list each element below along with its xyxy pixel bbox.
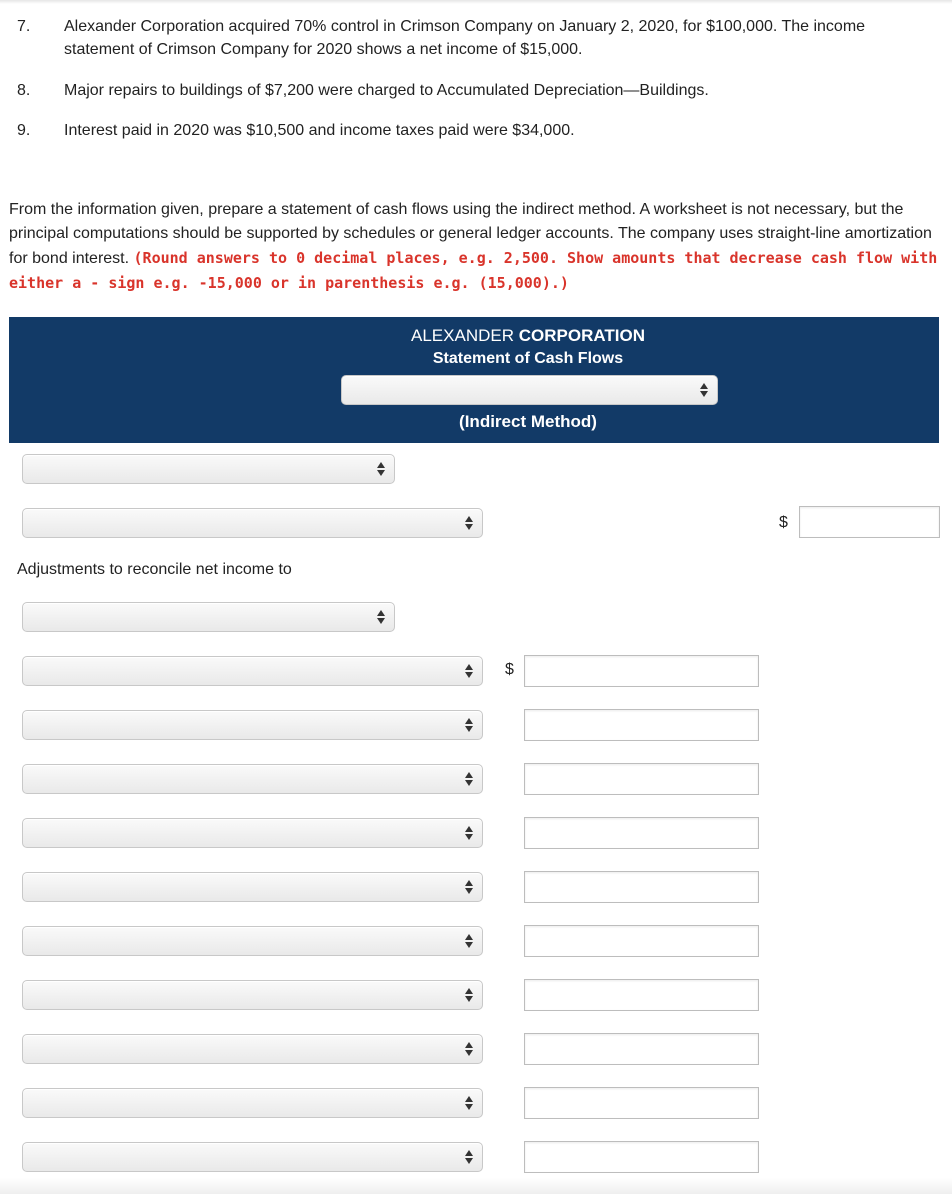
currency-symbol: $ bbox=[505, 661, 514, 678]
select-arrows-icon bbox=[464, 825, 474, 841]
currency-symbol: $ bbox=[779, 514, 788, 531]
adjustment-item-select[interactable] bbox=[22, 980, 483, 1010]
adjustment-item-select[interactable] bbox=[22, 872, 483, 902]
adjustments-select[interactable] bbox=[22, 602, 395, 632]
adjustment-amount-input[interactable] bbox=[524, 871, 759, 903]
company-name: ALEXANDER CORPORATION bbox=[411, 326, 645, 345]
item-text: Major repairs to buildings of $7,200 were charged to Accumulated Depreciation—Buildings. bbox=[64, 82, 709, 99]
adjustment-amount-input[interactable] bbox=[524, 817, 759, 849]
method-label: (Indirect Method) bbox=[459, 412, 597, 431]
item-text: Alexander Corporation acquired 70% control in Crimson Company on January 2, 2020, for $100,000. The income statement of Crimson Company for 2020 shows a net income of $15,000. bbox=[64, 18, 866, 58]
select-arrows-icon bbox=[464, 717, 474, 733]
select-arrows-icon bbox=[464, 1149, 474, 1165]
select-arrows-icon bbox=[464, 933, 474, 949]
adjustment-amount-input[interactable] bbox=[524, 925, 759, 957]
instructions bbox=[9, 198, 944, 296]
select-arrows-icon bbox=[464, 663, 474, 679]
select-arrows-icon bbox=[376, 609, 386, 625]
adjustment-item-select[interactable] bbox=[22, 1034, 483, 1064]
bottom-fade bbox=[0, 1178, 952, 1194]
select-arrows-icon bbox=[464, 879, 474, 895]
adjustment-item-select[interactable] bbox=[22, 1142, 483, 1172]
adjustment-amount-input[interactable] bbox=[524, 655, 759, 687]
select-arrows-icon bbox=[376, 461, 386, 477]
adjustments-label: Adjustments to reconcile net income to bbox=[17, 561, 292, 578]
adjustment-item-select[interactable] bbox=[22, 710, 483, 740]
adjustment-item-select[interactable] bbox=[22, 764, 483, 794]
adjustment-item-select[interactable] bbox=[22, 1088, 483, 1118]
adjustment-amount-input[interactable] bbox=[524, 709, 759, 741]
instructions-text: From the information given, prepare a statement of cash flows using the indirect method. A worksheet is not necessary, but the principal computations should be supported by schedules or general ledger accounts. The company uses straight-line amortization for bond interest. bbox=[9, 201, 932, 267]
select-arrows-icon bbox=[464, 1095, 474, 1111]
adjustment-amount-input[interactable] bbox=[524, 1087, 759, 1119]
top-divider bbox=[0, 0, 952, 4]
item-text: Interest paid in 2020 was $10,500 and income taxes paid were $34,000. bbox=[64, 122, 575, 139]
item-number: 9. bbox=[17, 122, 31, 139]
statement-title: Statement of Cash Flows bbox=[432, 350, 624, 367]
select-arrows-icon bbox=[464, 771, 474, 787]
adjustment-item-select[interactable] bbox=[22, 818, 483, 848]
period-select[interactable] bbox=[341, 375, 718, 405]
select-arrows-icon bbox=[464, 515, 474, 531]
adjustment-item-select[interactable] bbox=[22, 926, 483, 956]
adjustment-item-select[interactable] bbox=[22, 656, 483, 686]
adjustment-amount-input[interactable] bbox=[524, 1033, 759, 1065]
select-arrows-icon bbox=[699, 382, 709, 398]
net-income-input[interactable] bbox=[799, 506, 940, 538]
statement-header bbox=[9, 317, 939, 443]
adjustment-amount-input[interactable] bbox=[524, 1141, 759, 1173]
net-income-select[interactable] bbox=[22, 508, 483, 538]
section-select[interactable] bbox=[22, 454, 395, 484]
select-arrows-icon bbox=[464, 987, 474, 1003]
select-arrows-icon bbox=[464, 1041, 474, 1057]
item-number: 7. bbox=[17, 18, 31, 35]
adjustment-amount-input[interactable] bbox=[524, 763, 759, 795]
adjustment-amount-input[interactable] bbox=[524, 979, 759, 1011]
instructions-rounding-note: (Round answers to 0 decimal places, e.g. 2,500. Show amounts that decrease cash flow with either a - sign e.g. -15,000 or in parenthesis e.g. (15,000).) bbox=[9, 249, 938, 292]
item-number: 8. bbox=[17, 82, 31, 99]
